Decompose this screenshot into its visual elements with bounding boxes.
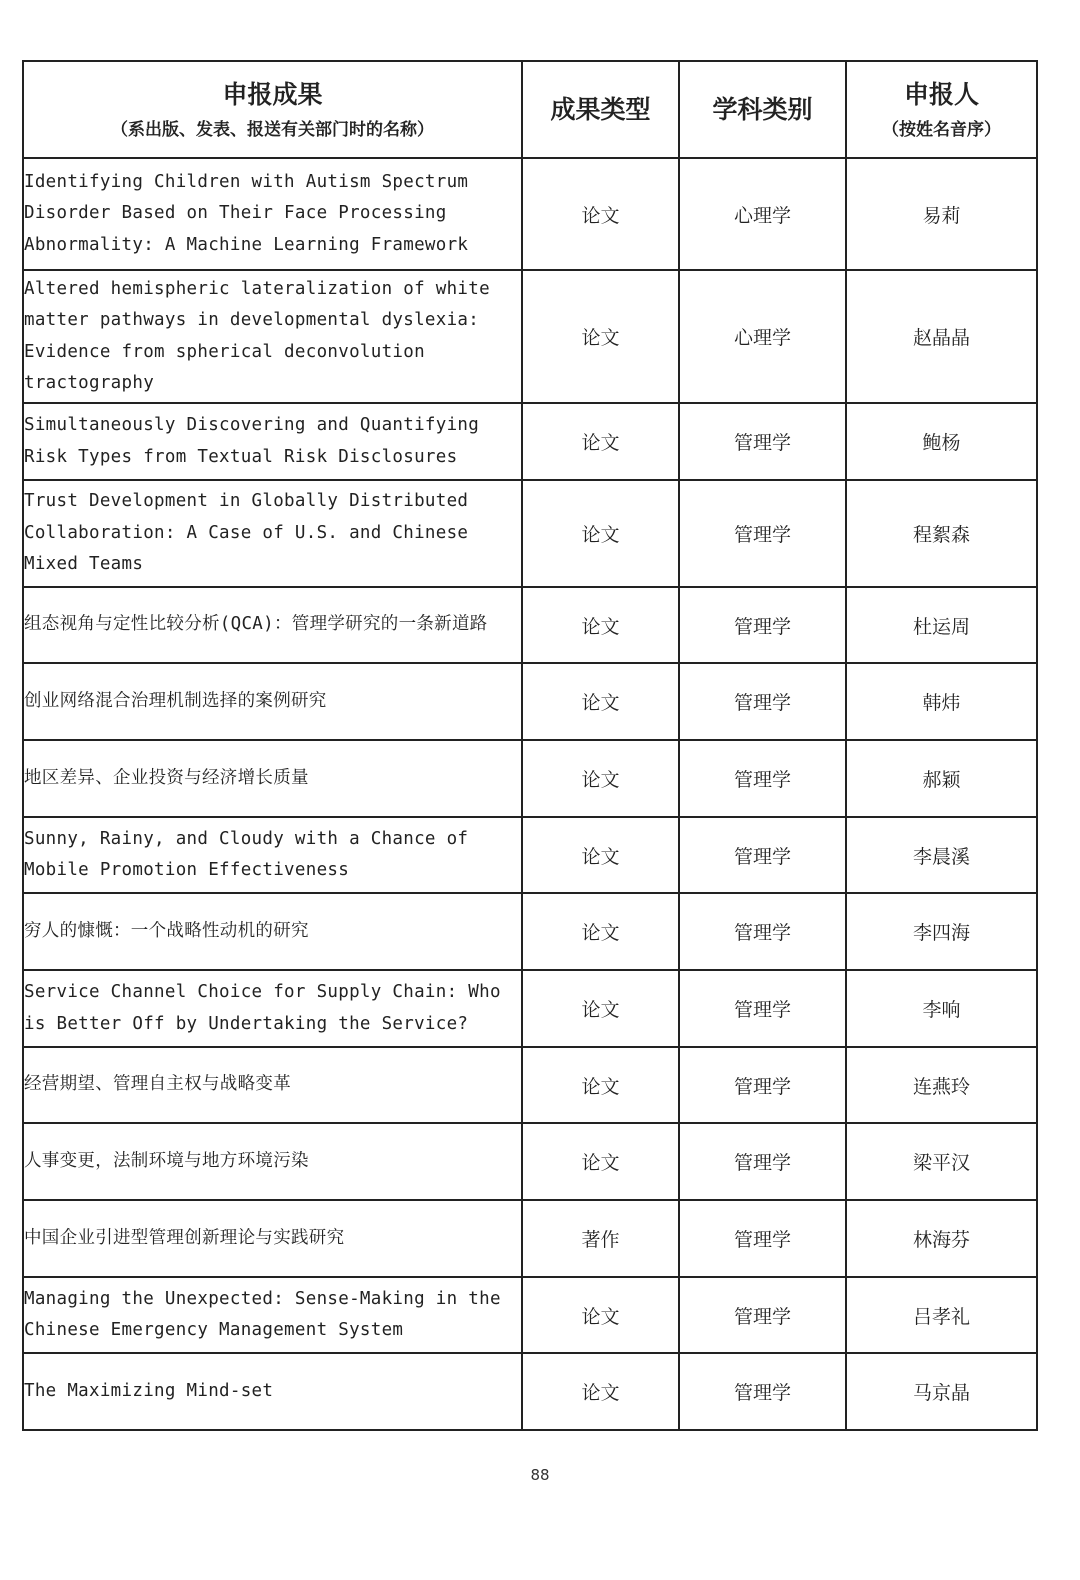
discipline-cell: 管理学 xyxy=(679,1353,846,1430)
discipline-cell: 心理学 xyxy=(679,158,846,270)
achievement-title-cell: 穷人的慷慨：一个战略性动机的研究 xyxy=(23,893,522,970)
table-header-row xyxy=(23,61,1037,158)
type-cell: 论文 xyxy=(522,663,679,740)
achievement-title-cell: Managing the Unexpected: Sense-Making in the Chinese Emergency Management System xyxy=(23,1277,522,1353)
type-cell: 论文 xyxy=(522,817,679,893)
achievement-title-cell: Sunny, Rainy, and Cloudy with a Chance of Mobile Promotion Effectiveness xyxy=(23,817,522,893)
header-applicant-title: 申报人 xyxy=(903,79,979,109)
table-row xyxy=(23,970,1037,1047)
header-achievement xyxy=(23,61,522,158)
achievement-title-cell: Service Channel Choice for Supply Chain: Who is Better Off by Undertaking the Service? xyxy=(23,970,522,1047)
discipline-cell: 管理学 xyxy=(679,893,846,970)
table-row xyxy=(23,893,1037,970)
achievement-title-cell: 组态视角与定性比较分析(QCA)：管理学研究的一条新道路 xyxy=(23,587,522,663)
discipline-cell: 管理学 xyxy=(679,1047,846,1123)
applicant-cell: 吕孝礼 xyxy=(846,1277,1037,1353)
type-cell: 著作 xyxy=(522,1200,679,1277)
header-discipline-title: 学科类别 xyxy=(712,94,813,124)
applicant-cell: 林海芬 xyxy=(846,1200,1037,1277)
type-cell: 论文 xyxy=(522,587,679,663)
type-cell: 论文 xyxy=(522,740,679,817)
achievement-title-cell: 创业网络混合治理机制选择的案例研究 xyxy=(23,663,522,740)
type-cell: 论文 xyxy=(522,1353,679,1430)
table-row xyxy=(23,1047,1037,1123)
header-achievement-title: 申报成果 xyxy=(222,79,323,109)
achievement-title-cell: 人事变更，法制环境与地方环境污染 xyxy=(23,1123,522,1200)
applicant-cell: 李四海 xyxy=(846,893,1037,970)
achievement-title-cell: Altered hemispheric lateralization of white matter pathways in developmental dyslexia: Evidence from spherical deconvolution tractography xyxy=(23,270,522,403)
table-row xyxy=(23,663,1037,740)
discipline-cell: 管理学 xyxy=(679,970,846,1047)
applicant-cell: 马京晶 xyxy=(846,1353,1037,1430)
discipline-cell: 管理学 xyxy=(679,587,846,663)
discipline-cell: 管理学 xyxy=(679,480,846,587)
table-body xyxy=(23,158,1037,1430)
applicant-cell: 韩炜 xyxy=(846,663,1037,740)
discipline-cell: 管理学 xyxy=(679,1200,846,1277)
achievement-title-cell: 经营期望、管理自主权与战略变革 xyxy=(23,1047,522,1123)
type-cell: 论文 xyxy=(522,893,679,970)
applicant-cell: 李响 xyxy=(846,970,1037,1047)
table-row xyxy=(23,1277,1037,1353)
table-row xyxy=(23,158,1037,270)
header-applicant-note: （按姓名音序） xyxy=(882,119,1001,140)
achievement-title-cell: 地区差异、企业投资与经济增长质量 xyxy=(23,740,522,817)
header-type xyxy=(522,61,679,158)
header-discipline xyxy=(679,61,846,158)
discipline-cell: 管理学 xyxy=(679,663,846,740)
type-cell: 论文 xyxy=(522,1123,679,1200)
table-row xyxy=(23,270,1037,403)
table-row xyxy=(23,1123,1037,1200)
header-type-title: 成果类型 xyxy=(550,94,651,124)
applicant-cell: 程絮森 xyxy=(846,480,1037,587)
achievements-table xyxy=(22,60,1038,1431)
table-row xyxy=(23,587,1037,663)
discipline-cell: 管理学 xyxy=(679,1123,846,1200)
achievement-title-cell: The Maximizing Mind-set xyxy=(23,1353,522,1430)
applicant-cell: 鲍杨 xyxy=(846,403,1037,480)
type-cell: 论文 xyxy=(522,1047,679,1123)
table-row xyxy=(23,480,1037,587)
applicant-cell: 连燕玲 xyxy=(846,1047,1037,1123)
table-row xyxy=(23,1353,1037,1430)
discipline-cell: 管理学 xyxy=(679,1277,846,1353)
type-cell: 论文 xyxy=(522,1277,679,1353)
applicant-cell: 易莉 xyxy=(846,158,1037,270)
applicant-cell: 赵晶晶 xyxy=(846,270,1037,403)
header-achievement-note: （系出版、发表、报送有关部门时的名称） xyxy=(111,119,434,140)
type-cell: 论文 xyxy=(522,480,679,587)
achievement-title-cell: Simultaneously Discovering and Quantifying Risk Types from Textual Risk Disclosures xyxy=(23,403,522,480)
applicant-cell: 杜运周 xyxy=(846,587,1037,663)
table-row xyxy=(23,817,1037,893)
achievement-title-cell: Trust Development in Globally Distributed Collaboration: A Case of U.S. and Chinese Mixed Teams xyxy=(23,480,522,587)
page-number: 88 xyxy=(530,1466,550,1484)
discipline-cell: 管理学 xyxy=(679,740,846,817)
applicant-cell: 梁平汉 xyxy=(846,1123,1037,1200)
type-cell: 论文 xyxy=(522,270,679,403)
achievement-title-cell: Identifying Children with Autism Spectrum Disorder Based on Their Face Processing Abnormality: A Machine Learning Framework xyxy=(23,158,522,270)
applicant-cell: 李晨溪 xyxy=(846,817,1037,893)
achievement-title-cell: 中国企业引进型管理创新理论与实践研究 xyxy=(23,1200,522,1277)
discipline-cell: 心理学 xyxy=(679,270,846,403)
type-cell: 论文 xyxy=(522,403,679,480)
discipline-cell: 管理学 xyxy=(679,403,846,480)
type-cell: 论文 xyxy=(522,158,679,270)
type-cell: 论文 xyxy=(522,970,679,1047)
table-row xyxy=(23,403,1037,480)
table-row xyxy=(23,740,1037,817)
table-row xyxy=(23,1200,1037,1277)
header-applicant xyxy=(846,61,1037,158)
discipline-cell: 管理学 xyxy=(679,817,846,893)
applicant-cell: 郝颖 xyxy=(846,740,1037,817)
